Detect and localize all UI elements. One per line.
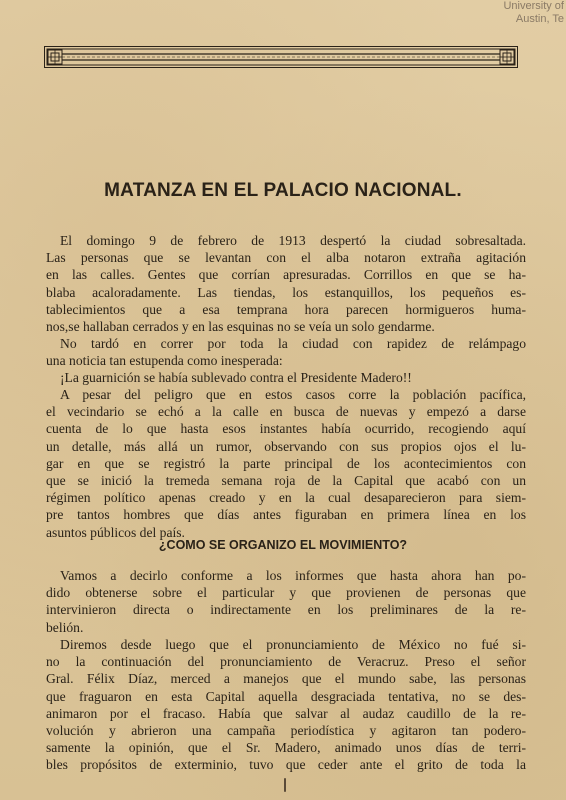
paragraph-line: tablecimientos que a esa temprana hora parecen hormigueros huma-: [46, 301, 526, 317]
paragraph-line: pre tantos hombres que días antes figuraban en primera línea en los: [46, 507, 526, 523]
stamp-line-2: Austin, Te: [515, 13, 564, 25]
paragraph-6: [46, 636, 526, 774]
stamp-line-1: University of: [503, 0, 564, 12]
paragraph-line: A pesar del peligro que en estos casos corre la población pacífica,: [60, 387, 526, 402]
paragraph-line: bles propósitos de exterminio, tuvo que ceder ante el grito de toda la: [46, 757, 526, 773]
paragraph-line: ¡La guarnición se había sublevado contra el Presidente Madero!!: [60, 370, 412, 385]
paragraph-1: [46, 232, 526, 335]
paragraph-line: El domingo 9 de febrero de 1913 despertó la ciudad sobresaltada.: [60, 233, 526, 248]
library-stamp: [484, 0, 566, 26]
paragraph-line: no la continuación del pronunciamiento de Veracruz. Preso el señor: [46, 654, 526, 670]
paragraph-line: el vecindario se echó a la calle en busca de nuevas y empezó a darse: [46, 404, 526, 420]
paragraph-4: [46, 386, 526, 541]
paragraph-line: un detalle, más allá un rumor, observando con sus propios ojos el lu-: [46, 438, 526, 454]
paragraph-line: Las personas que se levantan con el alba notaron extraña agitación: [46, 250, 526, 266]
paragraph-line: intervinieron directa o indirectamente en los preliminares de la re-: [46, 602, 526, 618]
paragraph-line: blaba acaloradamente. Las tiendas, los estanquillos, los pequeños es-: [46, 284, 526, 300]
paragraph-5: [46, 567, 526, 636]
ink-mark: [284, 778, 286, 792]
paragraph-line: animaron por el fracaso. Había que salvar al audaz caudillo de la re-: [46, 705, 526, 721]
paragraph-line: belión.: [46, 619, 84, 635]
paragraph-line: cuenta de lo que hasta esos instantes había ocurrido, recogiendo aquí: [46, 421, 526, 437]
paragraph-line: Diremos desde luego que el pronunciamiento de México no fué si-: [60, 637, 526, 652]
paragraph-3: [46, 369, 526, 386]
section-heading: ¿COMO SE ORGANIZO EL MOVIMIENTO?: [158, 538, 408, 552]
paragraph-line: Gral. Félix Díaz, merced a manejos que el mundo sabe, las personas: [46, 671, 526, 687]
paragraph-line: asuntos públicos del país.: [46, 524, 185, 540]
paragraph-line: en las calles. Gentes que corrían apresuradas. Corrillos en que se ha-: [46, 267, 526, 283]
paragraph-line: No tardó en correr por toda la ciudad con rapidez de relámpago: [60, 336, 526, 351]
paragraph-2: [46, 335, 526, 369]
decorative-border-ornament: [44, 46, 518, 68]
paragraph-line: una noticia tan estupenda como inesperada:: [46, 353, 283, 369]
paragraph-line: samente la opinión, que el Sr. Madero, animado unos días de terri-: [46, 740, 526, 756]
paragraph-line: dido obtenerse sobre el particular y que provienen de personas que: [46, 585, 526, 601]
paragraph-line: régimen político apenas creado y en la cual desaparecieron para siem-: [46, 490, 526, 506]
paragraph-line: Vamos a decirlo conforme a los informes que hasta ahora han po-: [60, 568, 526, 583]
paragraph-line: gar en que se registró la parte principal de los acontecimientos con: [46, 455, 526, 471]
paragraph-line: volución y abrieron una campaña periodística y agitaron tan podero-: [46, 723, 526, 739]
paragraph-line: que fraguaron en esta Capital aquella desgraciada tentativa, no se des-: [46, 688, 526, 704]
paragraph-line: que se inició la tremeda semana roja de la Capital que acabó con un: [46, 473, 526, 489]
paragraph-line: nos,se hallaban cerrados y en las esquinas no se veía un solo gendarme.: [46, 319, 435, 335]
page-title: MATANZA EN EL PALACIO NACIONAL.: [104, 180, 462, 201]
